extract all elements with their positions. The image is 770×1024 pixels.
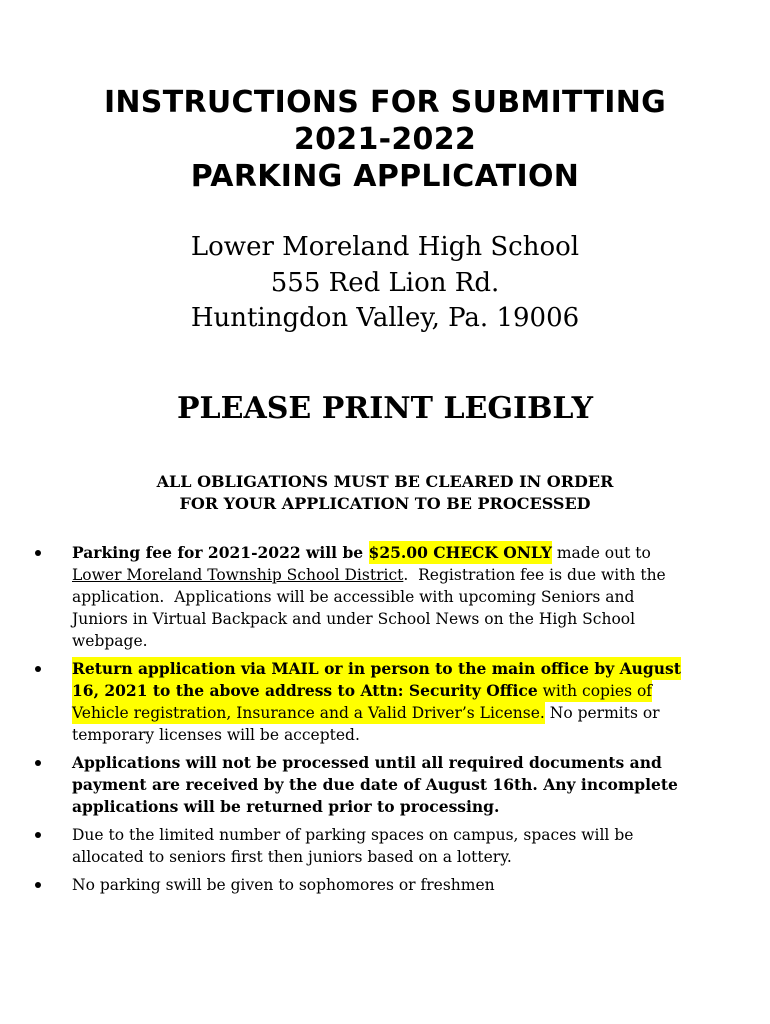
required-copies: with copies of bbox=[537, 682, 653, 700]
list-item-line: Due to the limited number of parking spaces on campus, spaces will be bbox=[72, 826, 634, 844]
list-item-line: Juniors in Virtual Backpack and under School News on the High School bbox=[72, 610, 636, 628]
list-item-line bbox=[72, 564, 762, 586]
list-item-line bbox=[72, 702, 762, 724]
fee-amount: $25.00 CHECK ONLY bbox=[368, 543, 552, 562]
list-item-line bbox=[72, 658, 762, 680]
bullet-icon bbox=[35, 760, 41, 766]
title-line-year: 2021-2022 bbox=[293, 122, 477, 157]
no-permits-text: No permits or bbox=[544, 704, 660, 722]
list-item-processing-requirements bbox=[72, 752, 762, 818]
city-state-zip: Huntingdon Valley, Pa. 19006 bbox=[190, 303, 580, 333]
bullet-icon bbox=[35, 832, 41, 838]
school-address bbox=[0, 230, 770, 337]
return-instructions: 16, 2021 to the above address to Attn: Security Office bbox=[72, 681, 538, 700]
list-item-lottery bbox=[72, 824, 762, 868]
list-item-line: No parking swill be given to sophomores or freshmen bbox=[72, 876, 495, 894]
list-item-line: webpage. bbox=[72, 632, 148, 650]
title-line: INSTRUCTIONS FOR SUBMITTING bbox=[103, 85, 667, 120]
bullet-icon bbox=[35, 666, 41, 672]
list-item-line: application. Applications will be accessible with upcoming Seniors and bbox=[72, 588, 635, 606]
list-item-line: payment are received by the due date of August 16th. Any incomplete bbox=[72, 775, 678, 794]
payee-intro: made out to bbox=[551, 544, 651, 562]
list-item-line: Applications will not be processed until all required documents and bbox=[72, 753, 662, 772]
list-item-underclassmen bbox=[72, 874, 762, 896]
list-item-line bbox=[72, 542, 762, 564]
print-legibly-notice: PLEASE PRINT LEGIBLY bbox=[176, 391, 594, 426]
obligations-line: FOR YOUR APPLICATION TO BE PROCESSED bbox=[179, 494, 591, 513]
street-address: 555 Red Lion Rd. bbox=[270, 267, 500, 298]
required-copies: Vehicle registration, Insurance and a Valid Driver’s License. bbox=[72, 704, 545, 722]
list-item-return-application bbox=[72, 658, 762, 746]
instructions-list bbox=[72, 542, 762, 902]
bullet-icon bbox=[35, 882, 41, 888]
obligations-notice bbox=[0, 471, 770, 515]
payee-name: Lower Moreland Township School District bbox=[72, 566, 404, 584]
list-item-line bbox=[72, 680, 762, 702]
bullet-icon bbox=[35, 550, 41, 556]
school-name: Lower Moreland High School bbox=[190, 232, 580, 262]
list-item-parking-fee bbox=[72, 542, 762, 652]
fee-intro: Parking fee for 2021-2022 will be bbox=[72, 543, 369, 562]
list-item-line: applications will be returned prior to processing. bbox=[72, 797, 500, 816]
list-item-line: temporary licenses will be accepted. bbox=[72, 726, 360, 744]
title-line: PARKING APPLICATION bbox=[190, 159, 580, 194]
return-instructions: Return application via MAIL or in person to the main office by August bbox=[72, 659, 681, 678]
list-item-line: allocated to seniors first then juniors based on a lottery. bbox=[72, 848, 512, 866]
registration-text: . Registration fee is due with the bbox=[403, 566, 666, 584]
obligations-line: ALL OBLIGATIONS MUST BE CLEARED IN ORDER bbox=[156, 472, 614, 491]
document-title bbox=[0, 84, 770, 195]
